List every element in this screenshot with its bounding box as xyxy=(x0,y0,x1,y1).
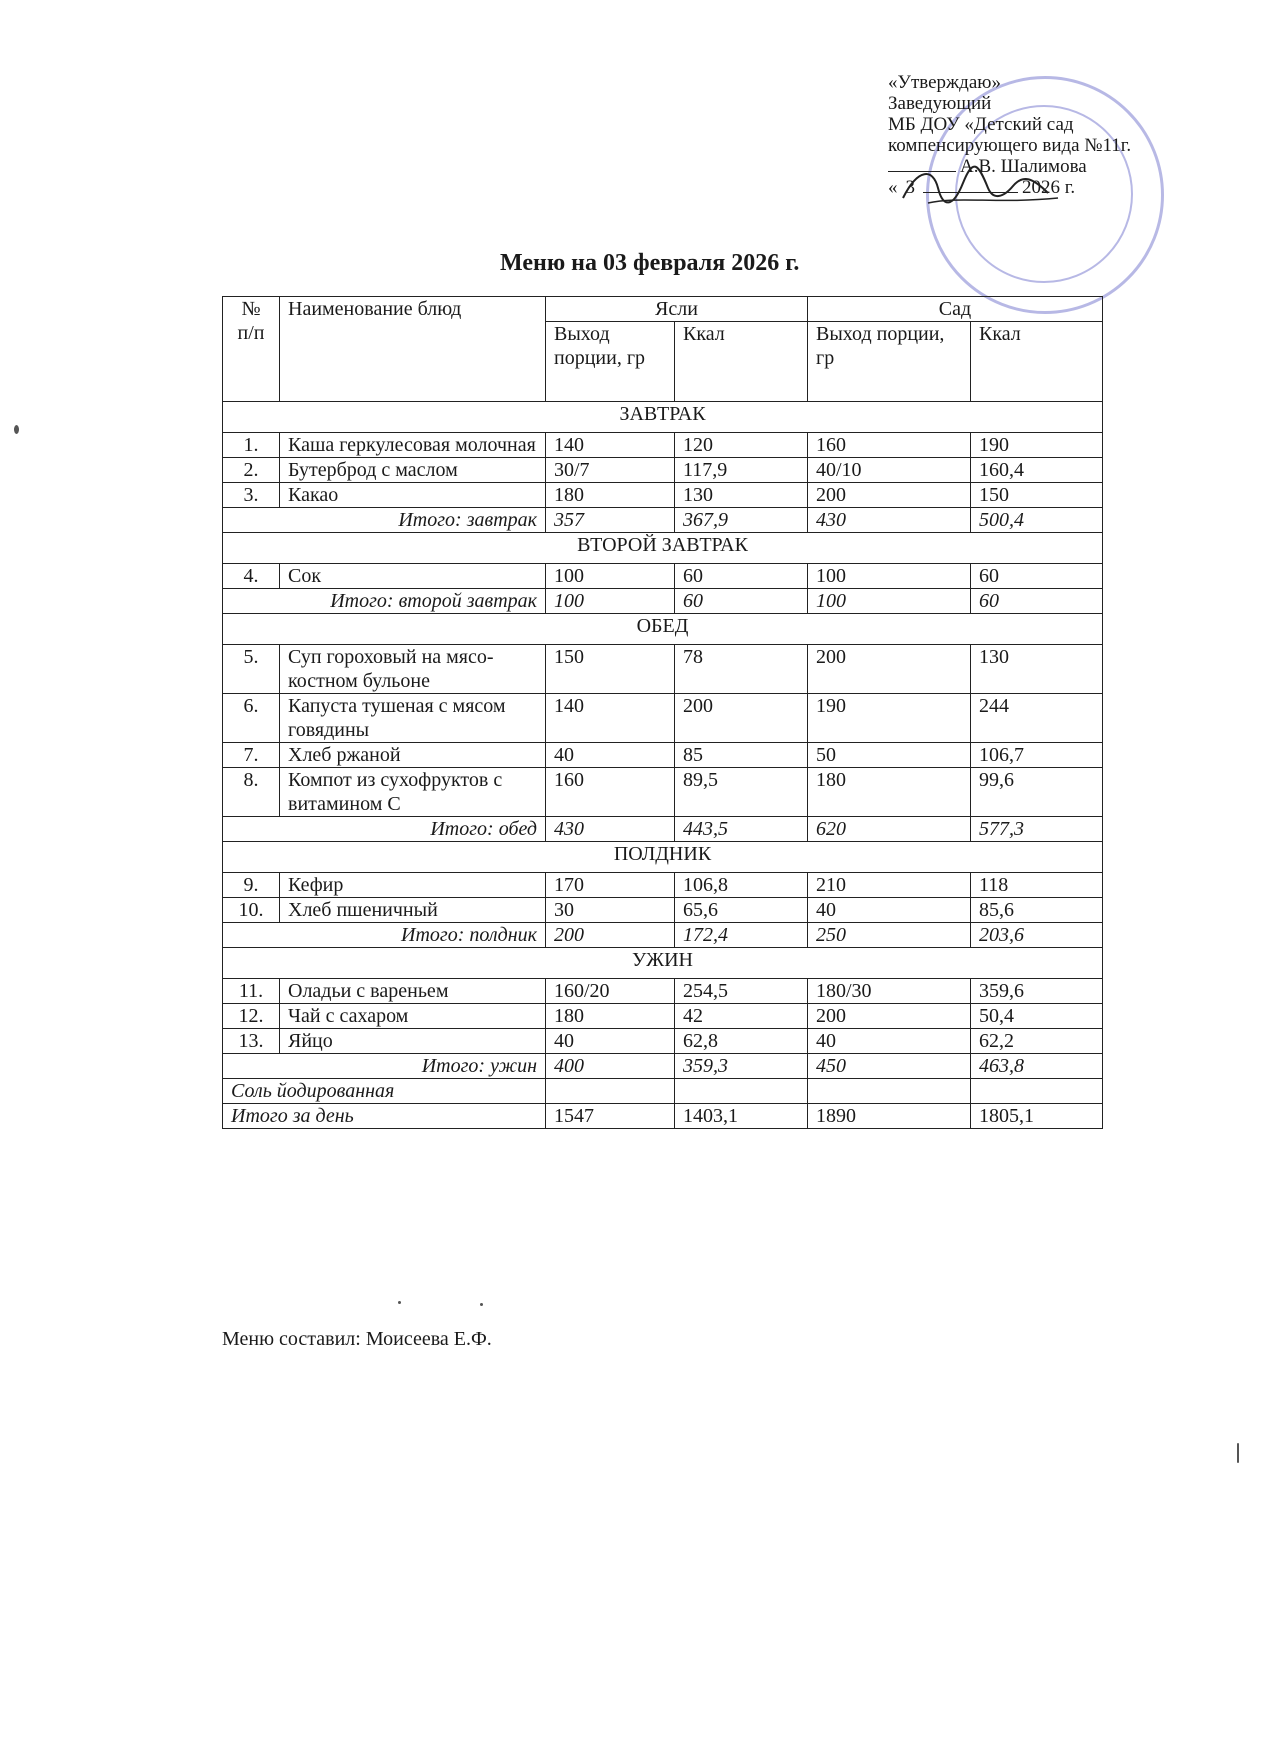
dish-value: 62,8 xyxy=(675,1029,808,1054)
dish-value: 180 xyxy=(808,768,971,817)
dish-value: 200 xyxy=(675,694,808,743)
day-total-label: Итого за день xyxy=(223,1104,546,1129)
dish-number: 10. xyxy=(223,898,280,923)
dish-value: 170 xyxy=(546,873,675,898)
dish-value: 150 xyxy=(546,645,675,694)
dish-number: 2. xyxy=(223,458,280,483)
header-kcal: Ккал xyxy=(675,322,808,402)
header-portion: Выход порции, гр xyxy=(808,322,971,402)
dish-value: 85,6 xyxy=(971,898,1103,923)
approval-line: МБ ДОУ «Детский сад xyxy=(888,114,1074,135)
section-row xyxy=(223,533,1103,564)
dish-value: 78 xyxy=(675,645,808,694)
dish-value: 62,2 xyxy=(971,1029,1103,1054)
dish-value: 254,5 xyxy=(675,979,808,1004)
dish-name: Сок xyxy=(280,564,546,589)
approval-signer: А.В. Шалимова xyxy=(960,156,1087,177)
total-value: 100 xyxy=(808,589,971,614)
total-row xyxy=(223,508,1103,533)
date-day: 3 xyxy=(905,177,915,198)
day-total-value: 1805,1 xyxy=(971,1104,1103,1129)
dish-value: 99,6 xyxy=(971,768,1103,817)
dish-value: 130 xyxy=(675,483,808,508)
dish-number: 3. xyxy=(223,483,280,508)
total-label: Итого: второй завтрак xyxy=(223,589,546,614)
scan-speck xyxy=(1237,1443,1239,1463)
dish-value: 140 xyxy=(546,694,675,743)
dish-value: 359,6 xyxy=(971,979,1103,1004)
dish-name: Каша геркулесовая молочная xyxy=(280,433,546,458)
dish-number: 7. xyxy=(223,743,280,768)
dish-value: 118 xyxy=(971,873,1103,898)
dish-name: Хлеб пшеничный xyxy=(280,898,546,923)
total-value: 100 xyxy=(546,589,675,614)
dish-number: 1. xyxy=(223,433,280,458)
total-value: 620 xyxy=(808,817,971,842)
section-row xyxy=(223,842,1103,873)
dish-value: 190 xyxy=(808,694,971,743)
dish-value: 117,9 xyxy=(675,458,808,483)
total-label: Итого: полдник xyxy=(223,923,546,948)
signature-scribble xyxy=(898,158,1068,218)
header-row xyxy=(223,297,1103,322)
dish-number: 5. xyxy=(223,645,280,694)
date-year: 2026 г. xyxy=(1022,177,1076,198)
approval-line: Заведующий xyxy=(888,93,992,114)
dish-row xyxy=(223,873,1103,898)
total-value: 400 xyxy=(546,1054,675,1079)
scan-speck xyxy=(480,1303,483,1306)
dish-number: 8. xyxy=(223,768,280,817)
dish-name: Какао xyxy=(280,483,546,508)
dish-value: 120 xyxy=(675,433,808,458)
dish-value: 150 xyxy=(971,483,1103,508)
dish-name: Хлеб ржаной xyxy=(280,743,546,768)
total-value: 203,6 xyxy=(971,923,1103,948)
dish-value: 40/10 xyxy=(808,458,971,483)
dish-value: 40 xyxy=(546,1029,675,1054)
dish-row xyxy=(223,1029,1103,1054)
total-value: 367,9 xyxy=(675,508,808,533)
day-total-value: 1890 xyxy=(808,1104,971,1129)
section-row xyxy=(223,402,1103,433)
approval-line: компенсирующего вида №11г. xyxy=(888,135,1132,156)
section-title: ПОЛДНИК xyxy=(223,842,1103,873)
dish-row xyxy=(223,433,1103,458)
total-row xyxy=(223,1054,1103,1079)
dish-value: 200 xyxy=(808,483,971,508)
dish-name: Суп гороховый на мясо-костном бульоне xyxy=(280,645,546,694)
dish-value: 100 xyxy=(808,564,971,589)
total-value: 430 xyxy=(808,508,971,533)
dish-value: 160/20 xyxy=(546,979,675,1004)
dish-value: 210 xyxy=(808,873,971,898)
header-kcal: Ккал xyxy=(971,322,1103,402)
total-value: 250 xyxy=(808,923,971,948)
dish-name: Компот из сухофруктов с витамином С xyxy=(280,768,546,817)
dish-value: 160 xyxy=(808,433,971,458)
section-row xyxy=(223,614,1103,645)
header-no: № п/п xyxy=(223,297,280,402)
dish-value: 40 xyxy=(546,743,675,768)
section-row xyxy=(223,948,1103,979)
total-label: Итого: ужин xyxy=(223,1054,546,1079)
header-portion: Выход порции, гр xyxy=(546,322,675,402)
total-row xyxy=(223,589,1103,614)
dish-value: 100 xyxy=(546,564,675,589)
total-value: 60 xyxy=(971,589,1103,614)
dish-value: 180/30 xyxy=(808,979,971,1004)
total-value: 357 xyxy=(546,508,675,533)
section-title: ОБЕД xyxy=(223,614,1103,645)
dish-number: 9. xyxy=(223,873,280,898)
dish-number: 11. xyxy=(223,979,280,1004)
salt-empty-cell xyxy=(675,1079,808,1104)
dish-value: 30/7 xyxy=(546,458,675,483)
dish-value: 89,5 xyxy=(675,768,808,817)
dish-row xyxy=(223,458,1103,483)
dish-row xyxy=(223,898,1103,923)
dish-number: 12. xyxy=(223,1004,280,1029)
day-total-value: 1403,1 xyxy=(675,1104,808,1129)
dish-row xyxy=(223,979,1103,1004)
dish-value: 190 xyxy=(971,433,1103,458)
dish-value: 42 xyxy=(675,1004,808,1029)
date-quote: « xyxy=(888,177,898,198)
dish-name: Яйцо xyxy=(280,1029,546,1054)
dish-value: 180 xyxy=(546,483,675,508)
section-title: ВТОРОЙ ЗАВТРАК xyxy=(223,533,1103,564)
salt-empty-cell xyxy=(808,1079,971,1104)
dish-value: 40 xyxy=(808,1029,971,1054)
dish-value: 180 xyxy=(546,1004,675,1029)
total-value: 443,5 xyxy=(675,817,808,842)
dish-value: 130 xyxy=(971,645,1103,694)
dish-name: Бутерброд с маслом xyxy=(280,458,546,483)
section-title: УЖИН xyxy=(223,948,1103,979)
day-total-row xyxy=(223,1104,1103,1129)
dish-value: 160 xyxy=(546,768,675,817)
dish-number: 6. xyxy=(223,694,280,743)
total-value: 200 xyxy=(546,923,675,948)
dish-number: 13. xyxy=(223,1029,280,1054)
salt-row xyxy=(223,1079,1103,1104)
total-value: 430 xyxy=(546,817,675,842)
dish-value: 65,6 xyxy=(675,898,808,923)
total-value: 172,4 xyxy=(675,923,808,948)
menu-table xyxy=(222,296,1103,1129)
total-value: 463,8 xyxy=(971,1054,1103,1079)
page-title: Меню на 03 февраля 2026 г. xyxy=(500,250,800,276)
dish-value: 60 xyxy=(971,564,1103,589)
dish-row xyxy=(223,645,1103,694)
header-group-sad: Сад xyxy=(808,297,1103,322)
dish-value: 244 xyxy=(971,694,1103,743)
salt-empty-cell xyxy=(546,1079,675,1104)
dish-row xyxy=(223,743,1103,768)
salt-label: Соль йодированная xyxy=(223,1079,546,1104)
dish-value: 140 xyxy=(546,433,675,458)
total-row xyxy=(223,817,1103,842)
dish-row xyxy=(223,564,1103,589)
total-value: 500,4 xyxy=(971,508,1103,533)
dish-name: Капуста тушеная с мясом говядины xyxy=(280,694,546,743)
dish-row xyxy=(223,768,1103,817)
dish-row xyxy=(223,1004,1103,1029)
dish-value: 85 xyxy=(675,743,808,768)
scan-speck xyxy=(14,425,19,434)
dish-value: 106,7 xyxy=(971,743,1103,768)
dish-value: 200 xyxy=(808,645,971,694)
dish-name: Оладьи с вареньем xyxy=(280,979,546,1004)
dish-number: 4. xyxy=(223,564,280,589)
dish-value: 50,4 xyxy=(971,1004,1103,1029)
menu-author: Меню составил: Моисеева Е.Ф. xyxy=(222,1328,492,1350)
dish-name: Кефир xyxy=(280,873,546,898)
salt-empty-cell xyxy=(971,1079,1103,1104)
header-group-yasli: Ясли xyxy=(546,297,808,322)
dish-name: Чай с сахаром xyxy=(280,1004,546,1029)
total-value: 359,3 xyxy=(675,1054,808,1079)
dish-value: 160,4 xyxy=(971,458,1103,483)
scan-speck xyxy=(398,1301,401,1304)
section-title: ЗАВТРАК xyxy=(223,402,1103,433)
total-value: 450 xyxy=(808,1054,971,1079)
header-name: Наименование блюд xyxy=(280,297,546,402)
dish-value: 50 xyxy=(808,743,971,768)
total-label: Итого: обед xyxy=(223,817,546,842)
dish-row xyxy=(223,694,1103,743)
approval-line: «Утверждаю» xyxy=(888,72,1001,93)
dish-value: 60 xyxy=(675,564,808,589)
dish-value: 40 xyxy=(808,898,971,923)
dish-value: 200 xyxy=(808,1004,971,1029)
total-value: 577,3 xyxy=(971,817,1103,842)
total-row xyxy=(223,923,1103,948)
dish-row xyxy=(223,483,1103,508)
total-value: 60 xyxy=(675,589,808,614)
dish-value: 106,8 xyxy=(675,873,808,898)
total-label: Итого: завтрак xyxy=(223,508,546,533)
dish-value: 30 xyxy=(546,898,675,923)
day-total-value: 1547 xyxy=(546,1104,675,1129)
